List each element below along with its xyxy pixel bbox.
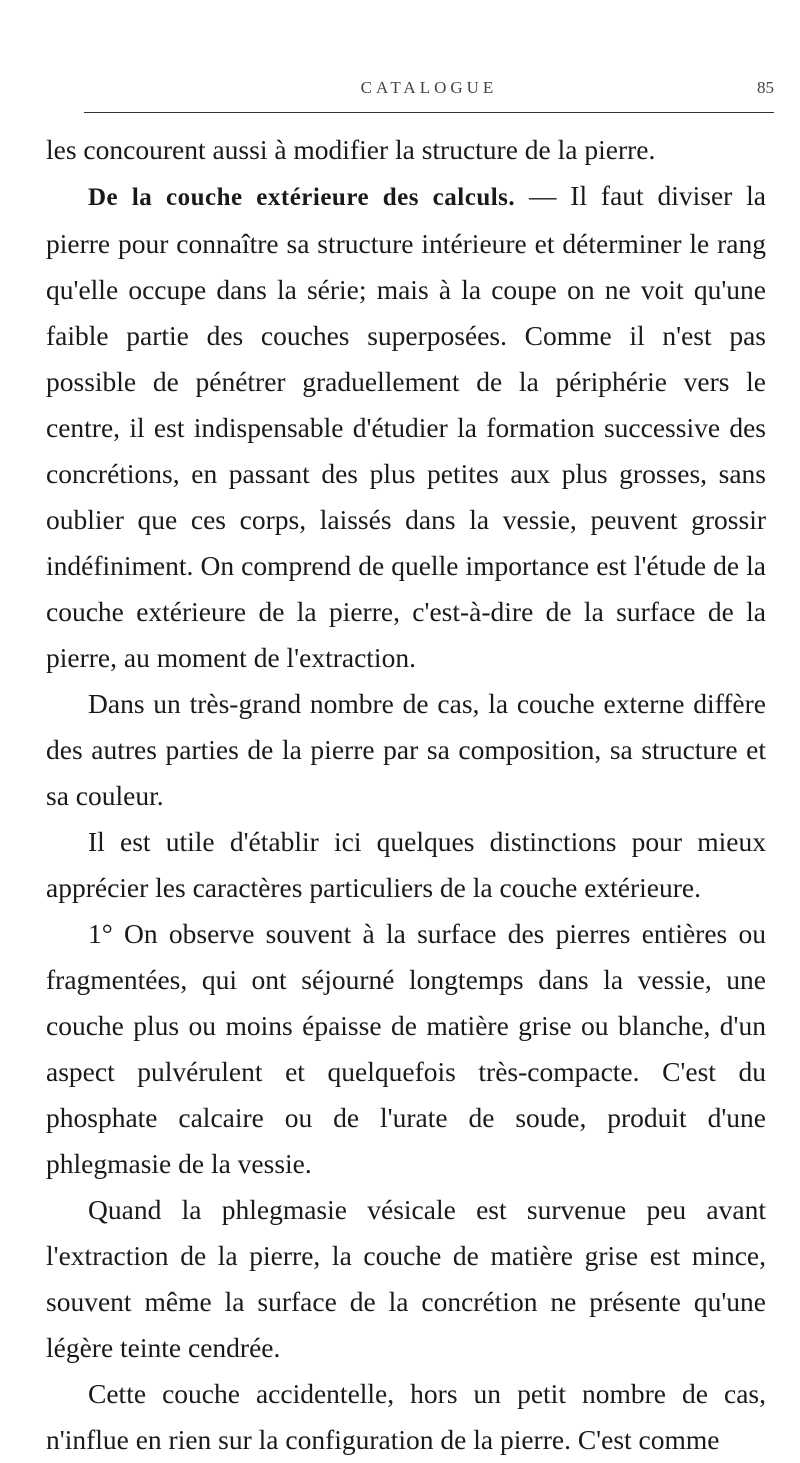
page-header bbox=[84, 78, 774, 104]
paragraph: Quand la phlegmasie vésicale est survenue peu avant l'extraction de la pierre, la couche de matière grise est mince, souvent même la surface de la concrétion ne présente qu'une légère teinte cendrée. bbox=[46, 1194, 766, 1363]
paragraph-continuation: les concourent aussi à modifier la structure de la pierre. bbox=[46, 134, 656, 165]
header-rule bbox=[84, 112, 774, 113]
paragraph: 1° On observe souvent à la surface des pierres entières ou fragmentées, qui ont séjourné longtemps dans la vessie, une couche plus ou moins épaisse de matière grise ou blanche, d'un aspect pulvérulent et quelquefois très-compacte. C'est du phosphate calcaire ou de l'urate de soude, produit d'une phlegmasie de la vessie. bbox=[46, 918, 766, 1179]
running-title: CATALOGUE bbox=[360, 78, 498, 97]
paragraph-section bbox=[46, 173, 766, 681]
body-text bbox=[46, 127, 766, 1463]
paragraph: Il est utile d'établir ici quelques distinctions pour mieux apprécier les caractères particuliers de la couche extérieure. bbox=[46, 826, 766, 903]
paragraph-text: — Il faut diviser la pierre pour connaître sa structure intérieure et déterminer le rang qu'elle occupe dans la série; mais à la coupe on ne voit qu'une faible partie des couches superposées. Comme il n'est pas possible de pénétrer graduellement de la périphérie vers le centre, il est indispensable d'étudier la formation successive des concrétions, en passant des plus petites aux plus grosses, sans oublier que ces corps, laissés dans la vessie, peuvent grossir indéfiniment. On comprend de quelle importance est l'étude de la couche extérieure de la pierre, c'est-à-dire de la surface de la pierre, au moment de l'extraction. bbox=[46, 180, 766, 673]
page-number: 85 bbox=[757, 78, 774, 97]
section-heading: De la couche extérieure des calculs. bbox=[88, 184, 516, 211]
paragraph: Dans un très-grand nombre de cas, la couche externe diffère des autres parties de la pierre par sa composition, sa structure et sa couleur. bbox=[46, 688, 766, 811]
paragraph: Cette couche accidentelle, hors un petit nombre de cas, n'influe en rien sur la configuration de la pierre. C'est comme bbox=[46, 1378, 766, 1455]
